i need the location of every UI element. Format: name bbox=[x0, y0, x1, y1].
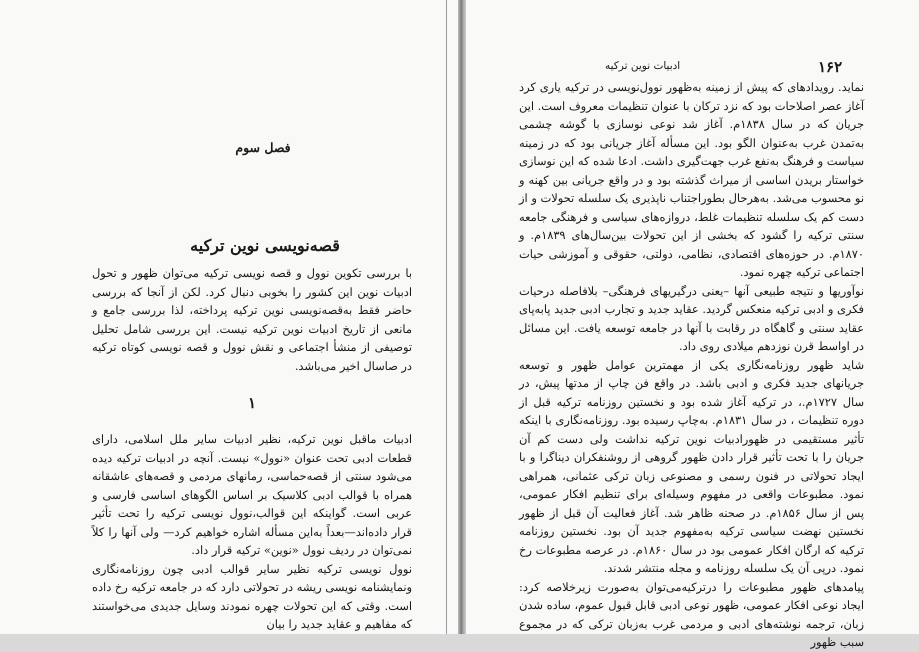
right-paragraph-3: شاید ظهور روزنامه‌نگاری یکی از مهمترین عوامل ظهور و توسعه جریانهای جدید فکری و ادبی باشد. در واقع فن چاپ از مدتها پیش، در سال ۱۷۲۷م.، در ترکیه آغاز شده بود و نخستین روزنامه ترکیه قبل از دوره تنظیمات ، در سال ۱۸۳۱م. به‌چاپ رسیده بود. روزنامه‌نگاری با اینکه تأثیر مستقیمی در ظهورادبیات نوین ترکیه نداشت ولی دست کم آن جریان را با تحت تأثیر قرار دادن ظهور گروهی از روشنفکران دیناگرا و با ایجاد تحولاتی در فنون رسمی و مصنوعی زبان ترکی عثمانی، همراهی نمود. مطبوعات واقعی در مفهوم وسیله‌ای برای تنظیم افکار عمومی، پس از سال ۱۸۵۶م. در صحنه ظاهر شد. آغاز فعالیت آن قبل از ظهور نخستین نهضت سیاسی ترکیه به‌مفهوم جدید آن بود. نخستین روزنامه ترکیه که ارگان افکار عمومی بود در سال ۱۸۶۰م. در عرصه مطبوعات رخ نمود. درپی آن یک سلسله روزنامه و مجله منتشر شدند. bbox=[519, 357, 865, 575]
chapter-title: قصه‌نویسی نوین ترکیه bbox=[190, 236, 340, 255]
page-number: ۱۶۲ bbox=[818, 58, 843, 76]
left-page bbox=[0, 0, 458, 634]
left-paragraph-2: نوول نویسی ترکیه نظیر سایر قوالب ادبی چون روزنامه‌نگاری ونمایشنامه‌ نویسی ریشه در تحولاتی دارد که در جامعه ترکیه رخ داده است. وقتی که این تحولات چهره نمودند وسایل جدیدی می‌خواستند که مفاهیم و عقاید جدید را بیان bbox=[92, 561, 412, 631]
right-paragraph-2: نوآوریها و نتیجه طبیعی آنها –یعنی درگیریهای فرهنگی– بلافاصله درحیات فکری و ادبی ترکیه منعکس گردید. عقاید جدید و تجارب ادبی جدید پابه‌پای عقاید سنتی و گاهگاه در رقابت با آنها در جامعه توسعه یافت. این مسائل در اواسط قرن نوزدهم میلادی روی داد. bbox=[519, 283, 864, 353]
running-title: ادبیات نوین ترکیه bbox=[605, 60, 681, 72]
right-paragraph-4: پیامدهای ظهور مطبوعات را درترکیه‌می‌توان به‌صورت زیرخلاصه کرد: ایجاد نوعی افکار عمومی، ظهور نوعی ادبی قابل قبول عموم، ساده شدن زبان، ترجمه نوشته‌های ادبی و مردمی غرب به‌زبان ترکی که در مجموع سبب ظهور bbox=[519, 579, 864, 649]
book-gutter bbox=[458, 0, 466, 634]
right-paragraph-1: نماید. رویدادهای که پیش از زمینه به‌ظهور نوول‌نویسی در ترکیه یاری کرد آغاز عصر اصلاحات بود که نزد ترکان با عنوان تنظیمات معروف است. این جریان که در سال ۱۸۳۸م. آغاز شد نوعی نوسازی با گوشه چشمی به‌تمدن غرب به‌عنوان الگو بود. این مسأله آغاز جریانی بود که در زمینه سیاست و فرهنگ به‌نفع غرب جهت‌گیری داشت. ادعا شده که این نوسازی خواستار بریدن اساسی از میراث گذشته بود و در واقع جریانی بین کهنه‌ و نو محسوب می‌شد. به‌هرحال بطوراجتناب‌ ناپذیری یک سلسله تحولات و از دست کم یک سلسله تنظیمات غلط، دروازه‌های سیاسی و فرهنگی جامعه سنتی ترکیه را گشود که بخشی از این تحولات بین‌سال‌های ۱۸۳۹م. و ۱۸۷۰م. در حوزه‌های اقتصادی، نظامی، دولتی، حقوقی و آموزشی حیات اجتماعی ترکیه چهره نمود. bbox=[519, 80, 865, 279]
right-body bbox=[519, 78, 864, 652]
left-paragraph-1: ادبیات ماقبل نوین ترکیه، نظیر ادبیات سایر ملل اسلامی، دارای قطعات ادبی تحت عنوان «نوول» نیست. آنچه در ادبیات ترکیه دیده می‌شود سنتی از قصه‌حماسی، رمانهای مردمی و قصه‌های عاشقانه همراه با قوالب ادبی کلاسیک بر اساس الگوهای اساسی فارسی و عربی است. گواینکه این قوالب،نوول نویسی ترکیه را تحت تأثیر قرار داده‌اند—بعداً به‌این مسأله اشاره خواهیم کرد— ولی آنها را کلاً نمی‌توان در ردیف نوول «نوین» ترکیه قرار داد. bbox=[92, 432, 412, 557]
left-page-edge bbox=[446, 0, 447, 634]
left-body bbox=[92, 430, 412, 634]
chapter-intro: با بررسی تکوین نوول و قصه نویسی ترکیه می‌توان ظهور و تحول ادبیات نوین این کشور را بخوبی دنبال کرد. لکن از آنجا که بررسی حاضر فقط به‌قصه‌نویسی نوین ترکیه پرداخته، لذا بررسی جامع و مانعی از تاریخ ادبیات نوین ترکیه نیست. این بررسی شامل تحلیل توصیفی از منشأ اجتماعی و نقش نوول و قصه نویسی کوتاه ترکیه در صاسال اخیر می‌باشد. bbox=[92, 266, 412, 373]
chapter-label: فصل سوم bbox=[235, 140, 291, 155]
section-number: ۱ bbox=[248, 394, 257, 412]
